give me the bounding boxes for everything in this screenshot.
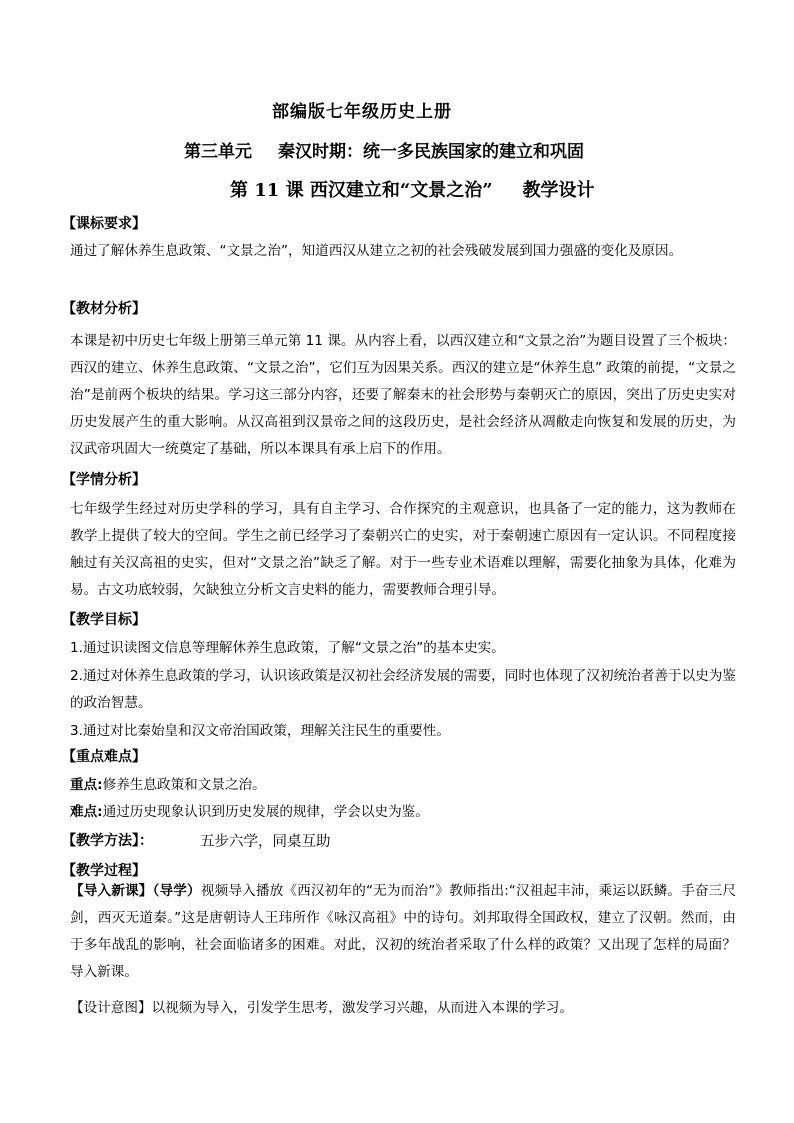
method-text: 五步六学，同桌互助 xyxy=(200,834,331,850)
student-analysis-text: 七年级学生经过对历史学科的学习，具有自主学习、合作探究的主观意识，也具备了一定的能力，这为教师在教学上提供了较大的空间。学生之前已经学习了秦朝兴亡的史实，对于秦朝速亡原因有一定认识。不同程度接触过有关汉高祖的史实，但对“文景之治”缺乏了解。对于一些专业术语难以理解，需要化抽象为具体，化难为易。古文功底较弱，欠缺独立分析文言史料的能力，需要教师合理引导。 xyxy=(70,501,736,598)
textbook-analysis-text: 本课是初中历史七年级上册第三单元第 11 课。从内容上看，以西汉建立和“文景之治”为题目设置了三个板块：西汉的建立、休养生息政策、“文景之治”，它们互为因果关系。西汉的建立是“休养生息” 政策的前提，“文景之治”是前两个板块的结果。学习这三部分内容，还要了解秦末的社会形势与秦朝灭亡的原因，突出了历史史实对历史发展产生的重大影响。从汉高祖到汉景帝之间的这段历史，是社会经济从凋敝走向恢复和发展的历史，为汉武帝巩固大一统奠定了基础，所以本课具有承上启下的作用。 xyxy=(70,333,736,457)
goal-3: 3.通过对比秦始皇和汉文帝治国政策，理解关注民生的重要性。 xyxy=(70,723,450,739)
section-header-keypoints: 【重点难点】 xyxy=(62,749,146,765)
intro-paragraph xyxy=(70,878,736,986)
book-title: 部编版七年级历史上册 xyxy=(272,102,452,122)
unit-number: 第三单元 xyxy=(184,142,252,162)
curriculum-text: 通过了解休养生息政策、“文景之治”，知道西汉从建立之初的社会残破发展到国力强盛的变化及原因。 xyxy=(70,243,683,259)
difficulty-label: 难点: xyxy=(70,804,103,820)
section-header-method: 【教学方法】： xyxy=(62,833,153,849)
unit-title xyxy=(184,137,584,162)
lesson-name: 第 11 课 西汉建立和“文景之治” xyxy=(230,180,493,201)
intro-label: 【导入新课】 xyxy=(70,883,153,899)
section-header-goals: 【教学目标】 xyxy=(62,612,146,628)
section-header-textbook: 【教材分析】 xyxy=(62,301,146,317)
intro-tag: （导学） xyxy=(152,883,201,899)
section-header-curriculum: 【课标要求】 xyxy=(62,216,146,232)
section-header-students: 【学情分析】 xyxy=(62,472,146,488)
section-header-process: 【教学过程】 xyxy=(62,863,146,879)
key-point-text: 修养生息政策和文景之治。 xyxy=(102,777,266,793)
goal-2: 2.通过对休养生息政策的学习，认识该政策是汉初社会经济发展的需要，同时也体现了汉初统治者善于以史为鉴的政治智慧。 xyxy=(70,668,736,711)
design-intent-note: 【设计意图】以视频为导入，引发学生思考，激发学习兴趣，从而进入本课的学习。 xyxy=(70,1000,573,1016)
goal-1: 1.通过识读图文信息等理解休养生息政策，了解“文景之治”的基本史实。 xyxy=(70,640,505,656)
intro-text: 视频导入播放《西汉初年的“无为而治”》教师指出:“汉祖起丰沛，乘运以跃鳞。手奋三尺剑，西灭无道秦。”这是唐朝诗人王玮所作《咏汉高祖》中的诗句。刘邦取得全国政权，建立了汉朝。然而，由于多年战乱的影响，社会面临诸多的困难。对此，汉初的统治者采取了什么样的政策？又出现了怎样的局面？导入新课。 xyxy=(70,883,737,980)
lesson-suffix: 教学设计 xyxy=(522,180,595,201)
difficulty-line xyxy=(70,800,429,820)
difficulty-text: 通过历史现象认识到历史发展的规律，学会以史为鉴。 xyxy=(102,804,429,820)
lesson-title xyxy=(230,176,595,202)
key-point-line xyxy=(70,773,266,793)
unit-name: 秦汉时期：统一多民族国家的建立和巩固 xyxy=(278,142,584,162)
key-point-label: 重点: xyxy=(70,777,103,793)
